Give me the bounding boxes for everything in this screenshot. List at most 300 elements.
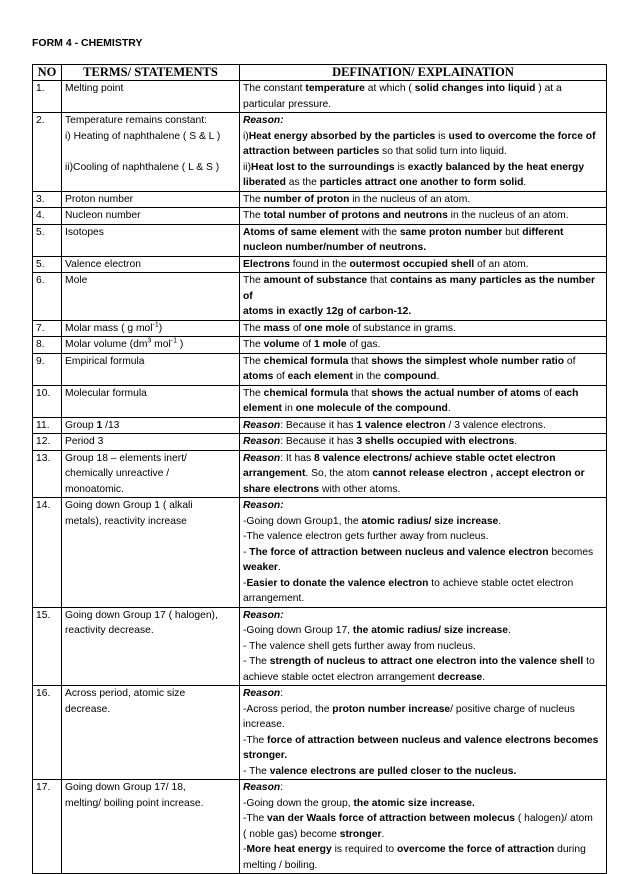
text-segment: atoms [243, 371, 274, 382]
definition-line [243, 466, 603, 482]
term-cell [62, 498, 240, 608]
text-segment: of an atom. [474, 258, 529, 270]
definition-line [243, 160, 603, 176]
definition-line [243, 529, 603, 545]
term-line [65, 321, 236, 337]
text-segment: ) [158, 322, 163, 334]
text-segment: each [554, 387, 579, 399]
table-row [33, 607, 607, 686]
text-segment: Reason [243, 688, 281, 699]
table-row [33, 273, 607, 321]
table-row [33, 780, 607, 874]
definition-cell [240, 81, 607, 113]
definition-line [243, 842, 603, 858]
text-segment: Reason [243, 436, 281, 447]
text-segment: number of proton [263, 193, 350, 205]
definition-line [243, 129, 603, 145]
definition-line [243, 576, 603, 592]
text-segment: in [281, 403, 296, 414]
definition-cell [240, 320, 607, 337]
definition-cell [240, 780, 607, 874]
definition-line [243, 240, 603, 256]
term-line [65, 418, 236, 434]
text-segment: of substance in grams. [349, 322, 456, 334]
term-line: metals), reactivity increase [65, 515, 187, 527]
row-number: 12. [33, 434, 62, 451]
table-row [33, 320, 607, 337]
term-cell [62, 337, 240, 354]
definition-line [243, 304, 603, 320]
term-line: Temperature remains constant: [65, 115, 207, 126]
row-number: 15. [33, 607, 62, 686]
table-row [33, 224, 607, 256]
text-segment: - The [243, 765, 270, 777]
term-line: melting/ boiling point increase. [65, 797, 204, 809]
row-number: 6. [33, 273, 62, 321]
text-segment: - [243, 546, 250, 558]
term-line: Nucleon number [65, 210, 141, 221]
text-segment: Reason [243, 419, 281, 431]
table-row [33, 353, 607, 385]
row-number: 17. [33, 780, 62, 874]
text-segment: strength of nucleus to attract one electron into the valence shell [269, 656, 584, 667]
text-segment: i) [243, 130, 249, 142]
text-segment: found in the [289, 258, 350, 270]
definition-line [243, 733, 603, 749]
text-segment: -Going down Group1, the [243, 515, 362, 527]
page-title: FORM 4 - CHEMISTRY [32, 37, 143, 49]
term-line: Going down Group 17/ 18, [65, 782, 186, 793]
term-line: chemically unreactive / [65, 468, 170, 479]
text-segment: Reason: [243, 500, 284, 511]
text-segment: ( halogen)/ atom [515, 813, 593, 824]
text-segment: chemical formula [263, 387, 349, 399]
text-segment: . [482, 671, 486, 683]
text-segment: -1 [152, 321, 159, 329]
text-segment: at which ( [364, 83, 415, 94]
text-segment: atomic radius/ size increase [361, 515, 499, 527]
row-number: 5. [33, 224, 62, 256]
definition-line [243, 748, 603, 764]
text-segment: - [243, 844, 247, 855]
term-line: Mole [65, 275, 88, 286]
text-segment: but [502, 226, 523, 238]
text-segment: volume [263, 339, 300, 350]
text-segment: The [243, 387, 264, 399]
term-line: Proton number [65, 193, 134, 205]
text-segment: 1 valence electron [356, 419, 446, 431]
row-number: 5. [33, 256, 62, 273]
table-row [33, 256, 607, 273]
text-segment: / 3 valence electrons. [445, 419, 546, 431]
text-segment: Atoms of same element [243, 226, 359, 238]
definition-cell [240, 224, 607, 256]
text-segment: 3 [147, 337, 152, 345]
text-segment: - The [243, 656, 270, 667]
text-segment: to achieve stable octet electron [428, 577, 574, 589]
text-segment: is [435, 130, 449, 142]
text-segment: liberated [243, 177, 286, 188]
text-segment: particular pressure. [243, 98, 332, 110]
text-segment: -The valence electron gets further away from nucleus. [243, 531, 489, 542]
text-segment: as the [285, 177, 320, 188]
definition-line [243, 498, 603, 514]
header-terms: TERMS/ STATEMENTS [62, 65, 240, 81]
text-segment: decrease [437, 671, 483, 683]
definition-line [243, 608, 603, 624]
term-line: Empirical formula [65, 355, 145, 367]
text-segment: in the nucleus of an atom. [447, 210, 569, 221]
definition-line [243, 273, 603, 304]
definition-line [243, 670, 603, 686]
definition-line [243, 623, 603, 639]
term-line: Going down Group 17 ( halogen), [65, 609, 218, 621]
text-segment: compound [383, 371, 437, 382]
text-segment: nucleon number/number of neutrons. [243, 242, 427, 253]
text-segment: More heat energy [246, 844, 332, 855]
text-segment: cannot release electron , accept electron or [372, 468, 585, 479]
text-segment: that [348, 387, 372, 399]
text-segment: Reason [243, 782, 281, 793]
text-segment: weaker [243, 562, 278, 573]
text-segment: mass [263, 322, 290, 334]
text-segment: the atomic size increase. [353, 797, 475, 809]
row-number: 4. [33, 208, 62, 225]
definition-cell [240, 417, 607, 434]
term-cell [62, 81, 240, 113]
text-segment: exactly balanced by the heat energy [407, 161, 585, 173]
text-segment: becomes [548, 546, 594, 558]
table-row [33, 337, 607, 354]
definition-cell [240, 208, 607, 225]
row-number: 7. [33, 320, 62, 337]
text-segment: . [381, 828, 385, 840]
text-segment: different [522, 226, 564, 238]
term-line: decrease. [65, 703, 111, 715]
definition-line [243, 434, 603, 450]
text-segment: -Across period, the [243, 703, 333, 715]
definition-line [243, 654, 603, 670]
text-segment: Easier to donate the valence electron [246, 577, 429, 589]
definition-line [243, 354, 603, 370]
text-segment: shows the actual number of atoms [371, 387, 541, 399]
definition-cell [240, 273, 607, 321]
definition-cell [240, 353, 607, 385]
text-segment: element [243, 403, 282, 414]
text-segment: atoms in exactly 12g of carbon-12. [243, 306, 412, 317]
term-line [65, 144, 236, 160]
term-cell [62, 113, 240, 192]
definition-line [243, 560, 603, 576]
table-row [33, 498, 607, 608]
text-segment: . [498, 515, 502, 527]
term-line: Group 18 – elements inert/ [65, 452, 187, 464]
text-segment: stronger [339, 828, 382, 840]
text-segment: . So, the atom [305, 468, 373, 479]
term-line: Molecular formula [65, 387, 147, 399]
text-segment: The [243, 210, 264, 221]
text-segment: force of attraction between nucleus and valence electrons becomes [267, 734, 599, 746]
text-segment: of [564, 355, 576, 367]
text-segment: valence electrons are pulled closer to the nucleus. [269, 765, 517, 777]
definition-line [243, 225, 603, 241]
definition-line [243, 482, 603, 498]
text-segment: used to overcome the force of [448, 130, 596, 142]
text-segment: each element [287, 371, 353, 382]
row-number: 14. [33, 498, 62, 608]
text-segment: -1 [170, 337, 177, 345]
definition-line [243, 514, 603, 530]
term-cell [62, 256, 240, 273]
definition-line [243, 591, 603, 607]
table-row [33, 686, 607, 780]
definition-line [243, 702, 603, 718]
definition-cell [240, 450, 607, 498]
text-segment: 8 valence electrons/ achieve stable octet electron [313, 452, 556, 464]
text-segment: 1 [96, 419, 103, 431]
row-number: 16. [33, 686, 62, 780]
definition-line [243, 192, 603, 208]
term-cell [62, 224, 240, 256]
header-no: NO [33, 65, 62, 81]
text-segment: -Going down the group, [243, 797, 354, 809]
text-segment: -Going down Group 17, [243, 625, 353, 636]
text-segment: The [243, 322, 264, 334]
text-segment: during [554, 844, 586, 855]
text-segment: The [243, 275, 264, 286]
definition-line [243, 796, 603, 812]
text-segment: Group [65, 419, 97, 431]
text-segment: increase. [243, 719, 285, 730]
definition-line [243, 81, 603, 97]
table-row [33, 208, 607, 225]
text-segment: Heat energy absorbed by the particles [248, 130, 436, 142]
definition-cell [240, 337, 607, 354]
header-definition: DEFINATION/ EXPLAINATION [240, 65, 607, 81]
text-segment: Molar mass ( g mol [65, 322, 153, 334]
definition-line [243, 401, 603, 417]
definition-line [243, 369, 603, 385]
text-segment: The constant [243, 83, 306, 94]
definition-cell [240, 686, 607, 780]
text-segment: Heat lost to the surroundings [251, 161, 395, 173]
text-segment: : [280, 688, 284, 699]
text-segment: ( noble gas) become [243, 828, 340, 840]
term-cell [62, 191, 240, 208]
text-segment: of [540, 387, 555, 399]
definition-line [243, 113, 603, 129]
term-cell [62, 417, 240, 434]
definition-line [243, 144, 603, 160]
definition-line [243, 337, 603, 353]
row-number: 1. [33, 81, 62, 113]
text-segment: . [447, 403, 451, 414]
definition-line [243, 639, 603, 655]
text-segment: particles attract one another to form solid [319, 177, 524, 188]
definition-line [243, 208, 603, 224]
text-segment: - [243, 577, 247, 589]
text-segment: stronger. [243, 750, 288, 761]
text-segment: ii) [243, 161, 252, 173]
definition-cell [240, 434, 607, 451]
text-segment: Reason: [243, 115, 284, 126]
term-cell [62, 450, 240, 498]
table-body [33, 81, 607, 874]
text-segment: of gas. [346, 339, 381, 350]
text-segment: that [348, 355, 372, 367]
text-segment: . [523, 177, 527, 188]
term-line: Valence electron [65, 258, 141, 270]
text-segment: mol [151, 339, 171, 350]
text-segment: The [243, 193, 264, 205]
term-line: Melting point [65, 83, 124, 94]
text-segment: with the [358, 226, 400, 238]
table-row [33, 450, 607, 498]
definition-line [243, 386, 603, 402]
text-segment: that [367, 275, 391, 286]
text-segment: ) [177, 339, 184, 350]
text-segment: solid changes into liquid [414, 83, 536, 94]
definition-cell [240, 256, 607, 273]
text-segment: the atomic radius/ size increase [352, 625, 508, 636]
definition-cell [240, 607, 607, 686]
definition-line [243, 321, 603, 337]
row-number: 10. [33, 385, 62, 417]
term-line: reactivity decrease. [65, 625, 154, 636]
row-number: 9. [33, 353, 62, 385]
text-segment: overcome the force of attraction [396, 844, 555, 855]
text-segment: . [436, 371, 440, 382]
definition-line [243, 717, 603, 733]
definition-line [243, 418, 603, 434]
table-row [33, 191, 607, 208]
definition-line [243, 780, 603, 796]
text-segment: : Because it has [280, 419, 357, 431]
text-segment: -The [243, 813, 268, 824]
text-segment: attraction between particles [243, 146, 380, 157]
definition-line [243, 257, 603, 273]
text-segment: -The [243, 734, 268, 746]
term-cell [62, 607, 240, 686]
text-segment: Molar volume (dm [65, 339, 148, 350]
text-segment: outermost occupied shell [349, 258, 475, 270]
text-segment: of [273, 371, 288, 382]
term-line: Period 3 [65, 436, 104, 447]
text-segment: The [243, 355, 264, 367]
text-segment: . [508, 625, 511, 636]
definition-line [243, 827, 603, 843]
text-segment: . [514, 436, 518, 447]
definition-line [243, 175, 603, 191]
text-segment: van der Waals force of attraction between molecus [267, 813, 516, 824]
text-segment: Electrons [243, 258, 290, 270]
text-segment: arrangement [243, 468, 306, 479]
text-segment: : [280, 782, 284, 793]
text-segment: 1 mole [313, 339, 347, 350]
row-number: 11. [33, 417, 62, 434]
text-segment: : It has [280, 452, 314, 464]
text-segment: so that solid turn into liquid. [379, 146, 507, 157]
text-segment: Reason: [243, 609, 284, 621]
text-segment: same proton number [399, 226, 503, 238]
term-line: monoatomic. [65, 483, 124, 495]
term-cell [62, 434, 240, 451]
text-segment: achieve stable octet electron arrangement [243, 671, 438, 683]
text-segment: arrangement. [243, 593, 305, 604]
term-line: ii)Cooling of naphthalene ( L & S ) [65, 161, 220, 173]
term-cell [62, 780, 240, 874]
row-number: 13. [33, 450, 62, 498]
text-segment: shows the simplest whole number ratio [371, 355, 565, 367]
text-segment: in the [352, 371, 384, 382]
term-line: Across period, atomic size [65, 688, 186, 699]
definition-line [243, 858, 603, 874]
term-line: Going down Group 1 ( alkali [65, 500, 193, 511]
term-cell [62, 273, 240, 321]
definition-line [243, 686, 603, 702]
text-segment: temperature [305, 83, 365, 94]
definition-line [243, 97, 603, 113]
table-row [33, 81, 607, 113]
text-segment: Reason [243, 452, 281, 464]
table-row [33, 385, 607, 417]
text-segment: in the nucleus of an atom. [349, 193, 471, 205]
text-segment: with other atoms. [319, 483, 401, 495]
text-segment: share electrons [243, 483, 320, 495]
table-row [33, 113, 607, 192]
text-segment: is required to [331, 844, 397, 855]
term-cell [62, 320, 240, 337]
text-segment: 3 shells occupied with electrons [356, 436, 515, 447]
definition-cell [240, 113, 607, 192]
text-segment: of [299, 339, 314, 350]
text-segment: / positive charge of nucleus [450, 703, 575, 715]
text-segment: of [289, 322, 305, 334]
text-segment: to [583, 656, 595, 667]
text-segment: proton number increase [332, 703, 451, 715]
text-segment: is [394, 161, 408, 173]
definition-cell [240, 498, 607, 608]
text-segment: chemical formula [263, 355, 349, 367]
text-segment: one mole [304, 322, 350, 334]
text-segment: total number of protons and neutrons [263, 210, 448, 221]
term-cell [62, 208, 240, 225]
text-segment: one molecule of the compound [295, 403, 448, 414]
definition-line [243, 451, 603, 467]
text-segment: /13 [102, 419, 120, 431]
text-segment: ) at a [535, 83, 562, 94]
term-line: Isotopes [65, 226, 104, 238]
text-segment: : Because it has [280, 436, 357, 447]
term-line: i) Heating of naphthalene ( S & L ) [65, 130, 221, 142]
term-cell [62, 353, 240, 385]
definition-cell [240, 385, 607, 417]
text-segment: . [277, 562, 281, 573]
text-segment: contains as many particles as the number of [243, 275, 595, 302]
text-segment: The [243, 339, 264, 350]
definition-line [243, 545, 603, 561]
term-cell [62, 385, 240, 417]
text-segment: The force of attraction between nucleus and valence electron [249, 546, 549, 558]
table-row [33, 417, 607, 434]
terms-table [32, 64, 607, 874]
table-header-row [33, 65, 607, 81]
term-cell [62, 686, 240, 780]
text-segment: - The valence shell gets further away from nucleus. [243, 640, 476, 652]
row-number: 8. [33, 337, 62, 354]
row-number: 2. [33, 113, 62, 192]
definition-line [243, 811, 603, 827]
